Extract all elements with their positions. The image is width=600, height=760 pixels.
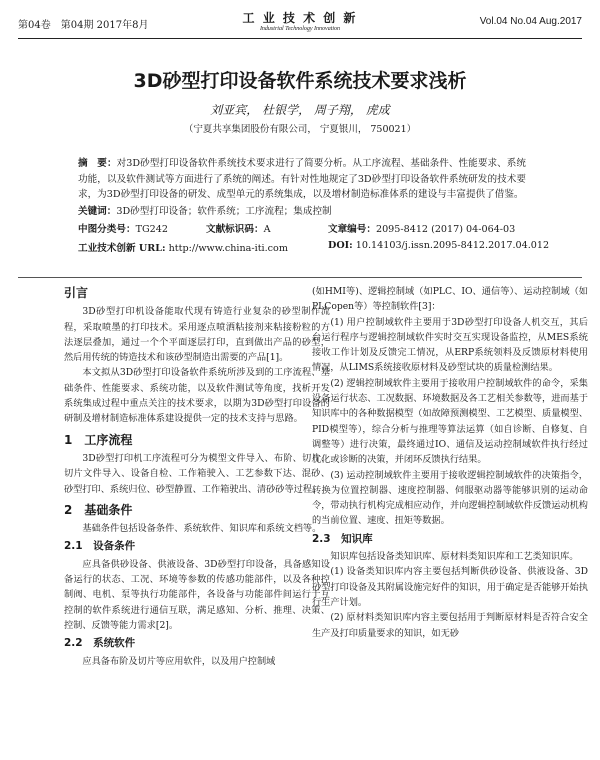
section-2-paragraph: 基础条件包括设备条件、系统软件、知识库和系统文档等。: [82, 523, 322, 535]
section-2-3-heading: 2.3 知识库: [312, 532, 373, 545]
section-2-1-heading: 2.1 设备条件: [64, 540, 136, 553]
journal-name-en: Industrial Technology Innovation: [259, 26, 341, 32]
url-doi-row: [78, 240, 550, 256]
authors: 刘亚宾， 杜银学， 周子翔， 虎成: [210, 103, 390, 117]
issue-info: 第04卷 第04期 2017年8月: [18, 20, 149, 31]
abstract-text: 对3D砂型打印设备软件系统技术要求进行了简要分析。从工序流程、基础条件、性能要求、系统功能，以及软件测试等方面进行了系统的阐述。有针对性地规定了3D砂型打印设备软件系统研发的技术要求，为3D砂型打印设备的研发、成型单元的系统集成，以及增材制造标准体系的建设与丰富提供了借鉴。: [78, 158, 527, 200]
article-number-label: 文章编号：: [328, 224, 376, 235]
doi-value: 10.14103/j.issn.2095-8412.2017.04.012: [355, 240, 550, 251]
keywords: [78, 203, 538, 219]
paper-title: 3D砂型打印设备软件系统技术要求浅析: [133, 70, 467, 92]
intro-heading: 引言: [64, 286, 89, 300]
abstract: [78, 156, 526, 203]
section-2-1-paragraph: 应具备供砂设备、供液设备、3D砂型打印设备，具备感知设备运行的状态、工况、环境等参数的传感功能部件，以及各种控制阀、电机、泵等执行功能部件，各设备与功能部件间运行于互控制的软件系统进行通信互联，满足感知、分析、推理、决策、控制、反馈等能力需求[2]。: [64, 558, 330, 631]
doi-label: DOI:: [328, 240, 353, 251]
section-1-heading: 1 工序流程: [64, 432, 133, 447]
section-2-heading: 2 基础条件: [64, 502, 133, 517]
running-header: [18, 8, 582, 39]
section-2-2-heading: 2.2 系统软件: [64, 637, 136, 650]
doc-code-label: 文献标识码：: [206, 224, 264, 235]
right-column: [312, 284, 588, 641]
url-value: http://www.china-iti.com: [168, 243, 288, 254]
material-knowledge-paragraph: (2) 原材料类知识库内容主要包括用于判断原材料是否符合安全生产及打印质量要求的知识，如无砂: [312, 612, 588, 639]
equipment-knowledge-paragraph: (1) 设备类知识库内容主要包括判断供砂设备、供液设备、3D砂型打印设备及其附属设施完好件的知识，用于确定是否能够开始执行生产计划。: [312, 566, 588, 608]
section-2-2-paragraph: 应具备布阶及切片等应用软件，以及用户控制域: [82, 655, 276, 667]
clc-label: 中图分类号：: [78, 224, 136, 235]
section-1-paragraph: 3D砂型打印机工序流程可分为模型文件导入、布阶、切片、切片文件导入、设备自检、工作箱驶入、工艺参数下达、混砂、砂型打印、系统归位、砂型静置、工作箱驶出、清砂砂等过程。: [64, 452, 330, 495]
intro-paragraph-2: 本文拟从3D砂型打印设备软件系统所涉及到的工序流程、基础条件、性能要求、系统功能，以及软件测试等角度，找析开发系统集成过程中重点关注的技术要求，以期为3D砂型打印设备的研制及增材制造标准体系建设提供一定的技术支持与思路。: [64, 367, 330, 425]
affiliation: （宁夏共享集团股份有限公司， 宁夏银川， 750021）: [183, 124, 417, 135]
section-2-3-paragraph: 知识库包括设备类知识库、原材料类知识库和工艺类知识库。: [330, 551, 579, 563]
volume-info: Vol.04 No.04 Aug.2017: [479, 16, 582, 27]
abstract-label: 摘 要：: [78, 158, 117, 169]
divider: [18, 277, 582, 278]
url-label: 工业技术创新 URL:: [78, 243, 166, 254]
journal-name-cn: 工 业 技 术 创 新: [242, 11, 358, 25]
classification-row: [78, 221, 538, 237]
doc-code-value: A: [263, 224, 271, 235]
left-column: [64, 284, 330, 669]
control-software-paragraph: (如HMI等)、逻辑控制域（如PLC、IO、通信等）、运动控制域（如PLCopen等）等控制软件[3]：: [312, 286, 588, 313]
motion-control-paragraph: (3) 运动控制域软件主要用于接收逻辑控制域软件的决策指令，转换为位置控制器、速度控制器、伺服驱动器等能够识别的运动命令，带动执行机构完成相应动作，并向逻辑控制域软件反馈运动机构的当前位置、速度、扭矩等数据。: [312, 469, 588, 527]
logic-control-paragraph: (2) 逻辑控制域软件主要用于接收用户控制域软件的命令，采集设备运行状态、工况数据、环境数据及各工艺相关参数等，进而基于知识库中的各种数据模型（如故障预测模型、工艺模型、质量模型、PID模型等），综合分析与推理等算法运算（如自诊断、自修复、自调整等）进行决策，最终通过IO、通信及运动控制域软件执行经过优化或诊断的决策，并闭环反馈执行结果。: [312, 377, 588, 466]
keywords-text: 3D砂型打印设备；软件系统；工序流程；集成控制: [116, 206, 332, 217]
keywords-label: 关键词：: [78, 206, 117, 217]
clc-value: TG242: [135, 224, 168, 235]
intro-paragraph-1: 3D砂型打印机设备能取代现有铸造行业复杂的砂型制作流程，采取喷墨的打印技术。采用逐点喷洒粘接剂来粘接粉粒的方法逐层叠加，通过一个个平面逐层打印，直到做出产品的砂型，然后用传统的铸造技术和该砂型制造出需要的产品[1]。: [64, 306, 330, 364]
article-number-value: 2095-8412 (2017) 04-064-03: [375, 224, 516, 235]
user-control-paragraph: (1) 用户控制域软件主要用于3D砂型打印设备人机交互，其后台运行程序与逻辑控制域软件实时交互实现设备监控，从MES系统接收工作计划及反馈完工情况，从ERP系统领料及反馈原材料使用情况，从LIMS系统接收原材料及砂型试块的质量检测结果。: [312, 316, 588, 374]
